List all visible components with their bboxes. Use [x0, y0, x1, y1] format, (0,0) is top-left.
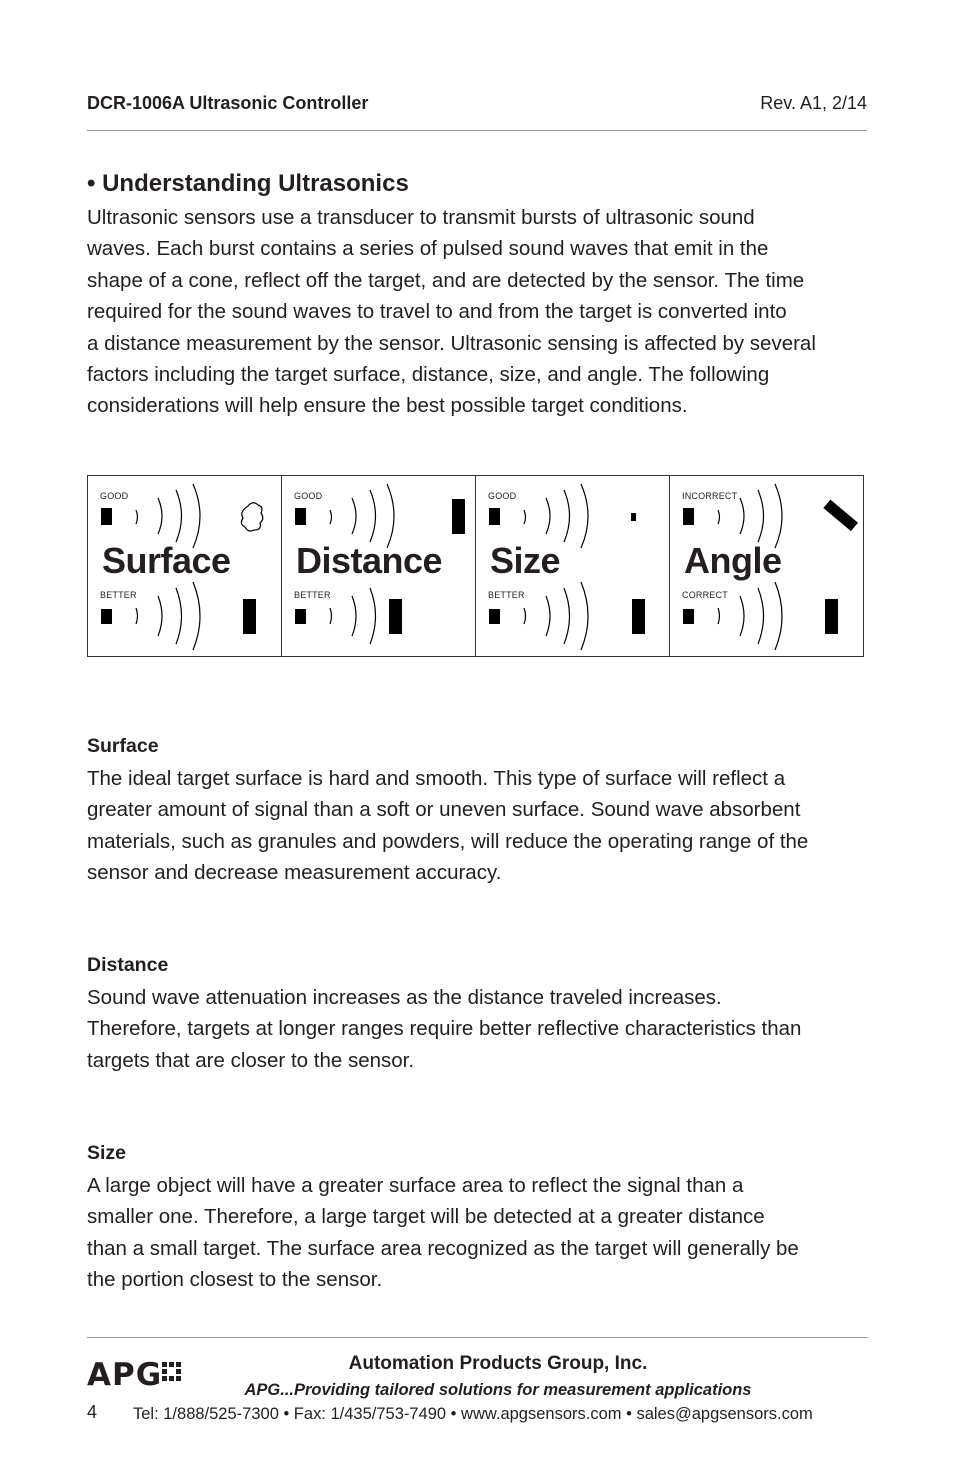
revision-label: Rev. A1, 2/14	[760, 93, 867, 113]
text-line: factors including the target surface, distance, size, and angle. The following	[87, 363, 770, 387]
hard-target-icon	[243, 599, 256, 634]
text-line: smaller one. Therefore, a large target will be detected at a greater distance	[87, 1205, 765, 1229]
panel-bottom-label: BETTER	[100, 590, 137, 600]
company-tagline: APG...Providing tailored solutions for measurement applications	[244, 1381, 752, 1399]
apg-logo: APG	[87, 1357, 163, 1393]
small-target-icon	[631, 513, 636, 521]
panel-title: Angle	[684, 540, 782, 581]
far-target-icon	[452, 499, 465, 534]
text-line: Sound wave attenuation increases as the distance traveled increases.	[87, 986, 722, 1009]
large-target-icon	[632, 599, 645, 634]
footer-divider	[87, 1337, 868, 1338]
text-line: the portion closest to the sensor.	[87, 1268, 383, 1292]
panel-title: Surface	[102, 540, 231, 581]
text-line: considerations will help ensure the best possible target conditions.	[87, 394, 688, 418]
distance-paragraph	[87, 982, 877, 1076]
surface-heading: Surface	[87, 735, 159, 757]
panel-top-label: GOOD	[294, 491, 323, 501]
panel-top-label: GOOD	[488, 491, 517, 501]
panel-bottom-label: BETTER	[488, 590, 525, 600]
document-title: DCR-1006A Ultrasonic Controller	[87, 93, 369, 113]
company-name: Automation Products Group, Inc.	[348, 1353, 648, 1374]
header-divider	[87, 130, 867, 131]
panel-bottom-label: CORRECT	[682, 590, 728, 600]
text-line: than a small target. The surface area recognized as the target will generally be	[87, 1236, 799, 1260]
text-line: required for the sound waves to travel to and from the target is converted into	[87, 300, 787, 324]
text-line: sensor and decrease measurement accuracy.	[87, 861, 502, 885]
panel-top-label: INCORRECT	[682, 491, 738, 501]
tilted-target-icon	[823, 500, 858, 532]
text-line: a distance measurement by the sensor. Ultrasonic sensing is affected by several	[87, 331, 816, 355]
intro-paragraph	[87, 202, 877, 422]
panel-top-label: GOOD	[100, 491, 129, 501]
figure-panel-size	[476, 476, 670, 656]
text-line: Ultrasonic sensors use a transducer to transmit bursts of ultrasonic sound	[87, 206, 755, 229]
near-target-icon	[389, 599, 402, 634]
level-target-icon	[825, 599, 838, 634]
text-line: shape of a cone, reflect off the target, and are detected by the sensor. The time	[87, 268, 805, 292]
text-line: materials, such as granules and powders, will reduce the operating range of the	[87, 829, 809, 853]
panel-title: Distance	[296, 540, 443, 581]
size-heading: Size	[87, 1142, 127, 1164]
distance-heading: Distance	[87, 954, 169, 976]
text-line: A large object will have a greater surface area to reflect the signal than a	[87, 1174, 744, 1197]
text-line: greater amount of signal than a soft or uneven surface. Sound wave absorbent	[87, 798, 801, 822]
text-line: Therefore, targets at longer ranges require better reflective characteristics than	[87, 1017, 802, 1041]
text-line: The ideal target surface is hard and smooth. This type of surface will reflect a	[87, 767, 786, 790]
soft-target-icon	[241, 503, 262, 531]
target-conditions-figure	[87, 475, 864, 657]
size-paragraph	[87, 1170, 877, 1296]
figure-panel-distance	[282, 476, 476, 656]
section-title: • Understanding Ultrasonics	[87, 170, 409, 197]
contact-info: Tel: 1/888/525-7300 • Fax: 1/435/753-7490 • www.apgsensors.com • sales@apgsensors.com	[133, 1405, 813, 1423]
figure-panel-surface	[88, 476, 282, 656]
panel-bottom-label: BETTER	[294, 590, 331, 600]
panel-title: Size	[490, 540, 561, 581]
text-line: waves. Each burst contains a series of pulsed sound waves that emit in the	[87, 237, 769, 261]
text-line: targets that are closer to the sensor.	[87, 1048, 415, 1072]
page-number: 4	[87, 1402, 98, 1422]
figure-panel-angle	[670, 476, 863, 656]
surface-paragraph	[87, 763, 877, 889]
